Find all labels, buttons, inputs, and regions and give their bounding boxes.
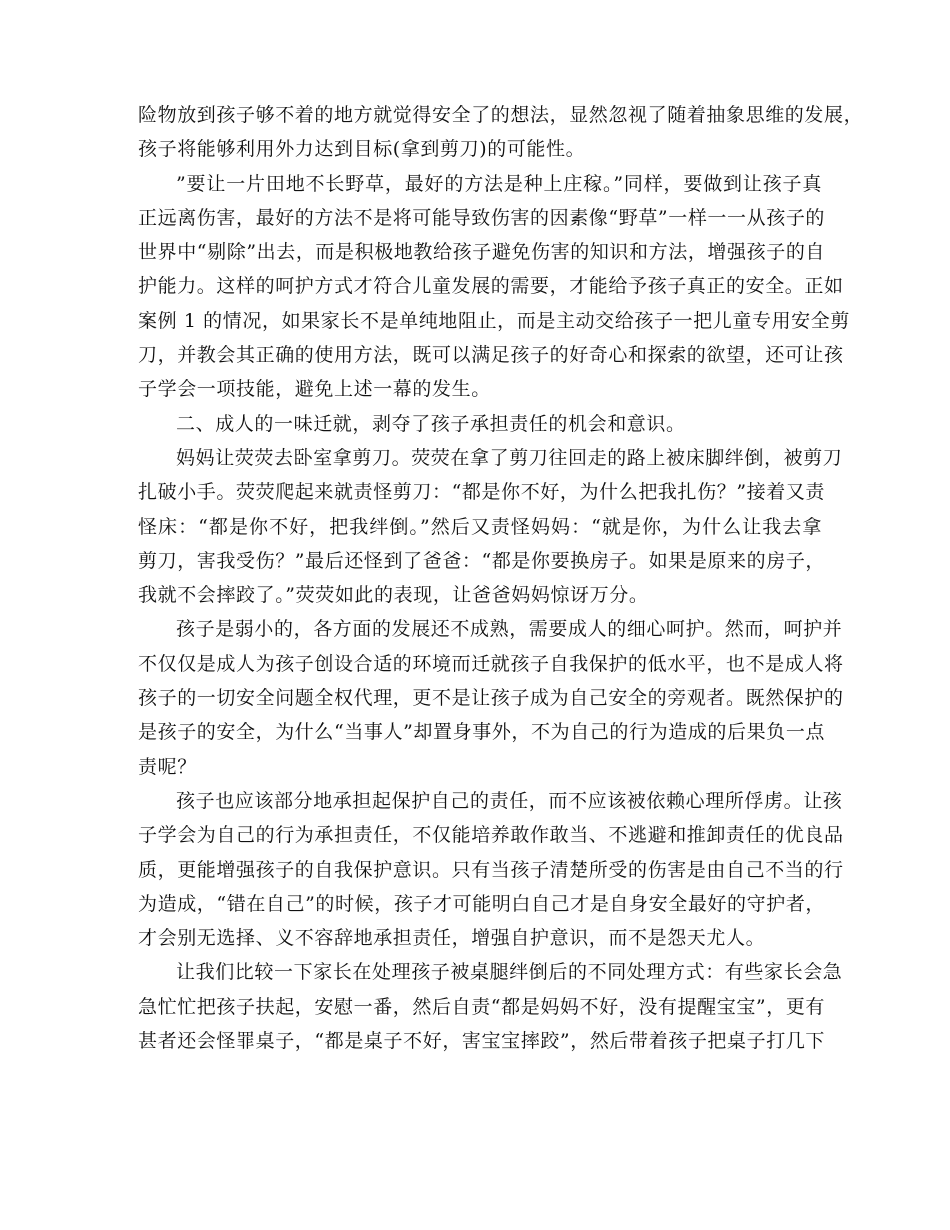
text-line: 护能力。这样的呵护方式才符合儿童发展的需要，才能给予孩子真正的安全。正如 bbox=[138, 275, 844, 298]
text-line: 是孩子的安全，为什么“当事人”却置身事外，不为自己的行为造成的后果负一点 bbox=[138, 721, 826, 744]
text-line: 责呢？ bbox=[138, 755, 197, 778]
text-line: 急忙忙把孩子扶起，安慰一番，然后自责“都是妈妈不好，没有提醒宝宝”，更有 bbox=[138, 995, 826, 1018]
text-line: 孩子是弱小的，各方面的发展还不成熟，需要成人的细心呵护。然而，呵护并 bbox=[176, 618, 843, 641]
text-line: 孩子也应该部分地承担起保护自己的责任，而不应该被依赖心理所俘虏。让孩 bbox=[176, 789, 843, 812]
text-line: 质，更能增强孩子的自我保护意识。只有当孩子清楚所受的伤害是由自己不当的行 bbox=[138, 858, 844, 881]
text-line: 孩子的一切安全问题全权代理，更不是让孩子成为自己安全的旁观者。既然保护的 bbox=[138, 687, 844, 710]
text-line: 险物放到孩子够不着的地方就觉得安全了的想法，显然忽视了随着抽象思维的发展， bbox=[138, 104, 864, 126]
text-line: 剪刀，害我受伤？”最后还怪到了爸爸：“都是你要换房子。如果是原来的房子， bbox=[138, 549, 826, 572]
text-line: 才会别无选择、义不容辞地承担责任，增强自护意识，而不是怨天尤人。 bbox=[138, 927, 766, 950]
text-line: 甚者还会怪罪桌子，“都是桌子不好，害宝宝摔跤”，然后带着孩子把桌子打几下 bbox=[138, 1030, 826, 1053]
text-line: 子学会为自己的行为承担责任，不仅能培养敢作敢当、不逃避和推卸责任的优良品 bbox=[138, 824, 844, 847]
text-line: 世界中“剔除”出去，而是积极地教给孩子避免伤害的知识和方法，增强孩子的自 bbox=[138, 241, 826, 264]
text-line: 案例 1 的情况，如果家长不是单纯地阻止，而是主动交给孩子一把儿童专用安全剪 bbox=[138, 309, 850, 332]
document-body bbox=[138, 98, 864, 1058]
text-line: 刀，并教会其正确的使用方法，既可以满足孩子的好奇心和探索的欲望，还可让孩 bbox=[138, 344, 844, 367]
text-line: 为造成，“错在自己”的时候，孩子才可能明白自己才是自身安全最好的守护者， bbox=[138, 892, 826, 915]
text-line: 二、成人的一味迁就，剥夺了孩子承担责任的机会和意识。 bbox=[176, 412, 686, 435]
text-line: 扎破小手。荧荧爬起来就责怪剪刀：“都是你不好，为什么把我扎伤？”接着又责 bbox=[138, 481, 826, 504]
text-line: 正远离伤害，最好的方法不是将可能导致伤害的因素像“野草”一样一一从孩子的 bbox=[138, 206, 826, 229]
text-line: 妈妈让荧荧去卧室拿剪刀。荧荧在拿了剪刀往回走的路上被床脚绊倒，被剪刀 bbox=[176, 446, 843, 469]
text-line: 怪床：“都是你不好，把我绊倒。”然后又责怪妈妈：“就是你，为什么让我去拿 bbox=[138, 515, 822, 538]
text-line: 子学会一项技能，避免上述一幕的发生。 bbox=[138, 378, 491, 401]
text-line: ”要让一片田地不长野草，最好的方法是种上庄稼。”同样，要做到让孩子真 bbox=[176, 172, 822, 195]
text-line: 孩子将能够利用外力达到目标(拿到剪刀)的可能性。 bbox=[138, 138, 586, 161]
text-line: 让我们比较一下家长在处理孩子被桌腿绊倒后的不同处理方式：有些家长会急 bbox=[176, 961, 843, 984]
text-line: 我就不会摔跤了。”荧荧如此的表现，让爸爸妈妈惊讶万分。 bbox=[138, 584, 649, 607]
text-line: 不仅仅是成人为孩子创设合适的环境而迁就孩子自我保护的低水平，也不是成人将 bbox=[138, 652, 844, 675]
